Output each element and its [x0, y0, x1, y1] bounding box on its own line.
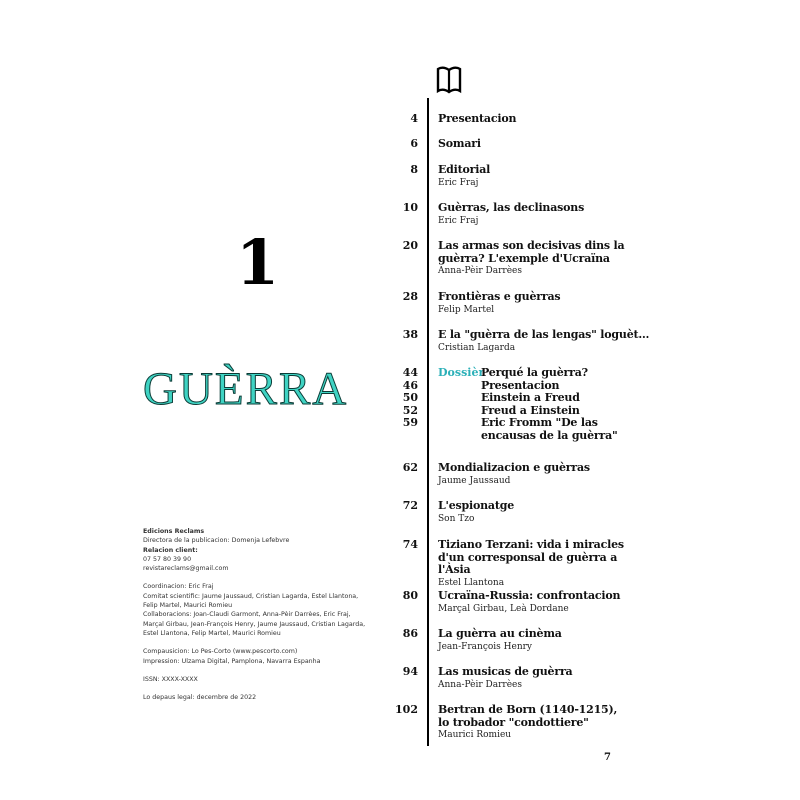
dossier-label: Dossièr: [438, 366, 485, 379]
toc-author: Eric Fraj: [438, 215, 479, 226]
toc-author: Anna-Pèir Darrèes: [438, 266, 522, 276]
toc-page: 62: [402, 461, 418, 474]
toc-author: Maurici Romieu: [438, 730, 512, 740]
toc-title: Freud a Einstein: [481, 403, 580, 417]
toc-title: Somari: [438, 137, 481, 150]
toc-title: Einstein a Freud: [481, 391, 580, 404]
toc-title: Eric Fromm "De las encausas de la guèrra": [481, 416, 618, 442]
toc-title: Mondializacion e guèrras: [438, 461, 590, 474]
credits-issn: ISSN: XXXX-XXXX: [143, 675, 198, 683]
toc-title: Presentacion: [438, 112, 517, 125]
toc-title: Ucraïna-Russia: confrontacion: [438, 589, 621, 602]
toc-author: Cristian Lagarda: [438, 342, 516, 353]
toc-page: 94: [402, 665, 418, 678]
toc-page: 8: [410, 163, 418, 176]
page-number: 7: [604, 752, 611, 763]
toc-title: Guèrras, las declinasons: [438, 201, 585, 214]
credits-block: Coordinacion: Eric Fraj Comitat scientific: Jaume Jaussaud, Cristian Lagarda, Estel Llantona, Felip Martel, Maurici Romieu Collaboracions: Joan-Claudi Garmont, Anna-Pèir Darrèes, Eric Fraj, Marçal Girbau, Jean-François Henry, Jaume Jaussaud, Cristian Lagarda, Estel Llantona, Felip Martel, Maurici Romieu: [143, 583, 366, 637]
toc-page: 74: [402, 538, 418, 551]
toc-page: 50: [402, 391, 418, 404]
issue-number: 1: [236, 226, 280, 299]
toc-author: Eric Fraj: [438, 177, 479, 188]
toc-divider-line: [427, 98, 429, 746]
toc-title: Perqué la guèrra?: [481, 366, 588, 379]
dossier-pages: [370, 367, 418, 430]
toc-title: Las armas son decisivas dins la guèrra? L'exemple d'Ucraïna: [438, 239, 625, 265]
toc-page: 102: [395, 703, 418, 716]
toc-page: 46: [402, 378, 418, 392]
toc-title: Frontièras e guèrras: [438, 290, 561, 303]
credits-block: Edicions Reclams Directora de la publicacion: Domenja Lefebvre Relacion client: 07 57 80 39 90 revistareclams@gmail.com: [143, 528, 290, 573]
toc-page: 10: [402, 201, 418, 214]
toc-title: E la "guèrra de las lengas" loguèt…: [438, 328, 650, 341]
toc-page: 38: [402, 328, 418, 341]
toc-page: 20: [402, 239, 418, 252]
toc-author: Anna-Pèir Darrèes: [438, 679, 522, 690]
toc-title: L'espionatge: [438, 499, 514, 512]
toc-title: Editorial: [438, 163, 491, 176]
toc-page: 6: [410, 137, 418, 150]
toc-title: La guèrra au cinèma: [438, 627, 562, 640]
issue-theme-title: GUÈRRA: [143, 363, 349, 415]
publication-credits: [143, 527, 373, 711]
toc-author: Jaume Jaussaud: [438, 475, 511, 486]
toc-page: 44: [402, 366, 418, 379]
toc-title: Tiziano Terzani: vida i miracles d'un corresponsal de guèrra a l'Àsia: [438, 538, 624, 576]
toc-page: 28: [402, 290, 418, 303]
toc-author: Felip Martel: [438, 304, 495, 315]
toc-author: Son Tzo: [438, 513, 475, 524]
toc-title: Las musicas de guèrra: [438, 665, 573, 678]
toc-author: Jean-François Henry: [438, 641, 533, 652]
toc-title: Bertran de Born (1140-1215), lo trobador "condottiere": [438, 703, 618, 729]
credits-block: Compausicion: Lo Pes-Corto (www.pescorto.com) Impression: Ulzama Digital, Pamplona, Navarra Espanha: [143, 648, 321, 665]
toc-title: Presentacion: [481, 378, 560, 392]
toc-author: Marçal Girbau, Leà Dordane: [438, 603, 569, 614]
toc-author: Estel Llantona: [438, 577, 505, 588]
toc-page: 4: [410, 112, 418, 125]
toc-page: 72: [402, 499, 418, 512]
toc-page: 86: [402, 627, 418, 640]
toc-page: 52: [402, 403, 418, 417]
toc-page: 59: [402, 416, 418, 429]
credits-legal-deposit: Lo depaus legal: decembre de 2022: [143, 694, 257, 702]
toc-page: 80: [402, 589, 418, 602]
open-book-icon: [436, 65, 462, 95]
